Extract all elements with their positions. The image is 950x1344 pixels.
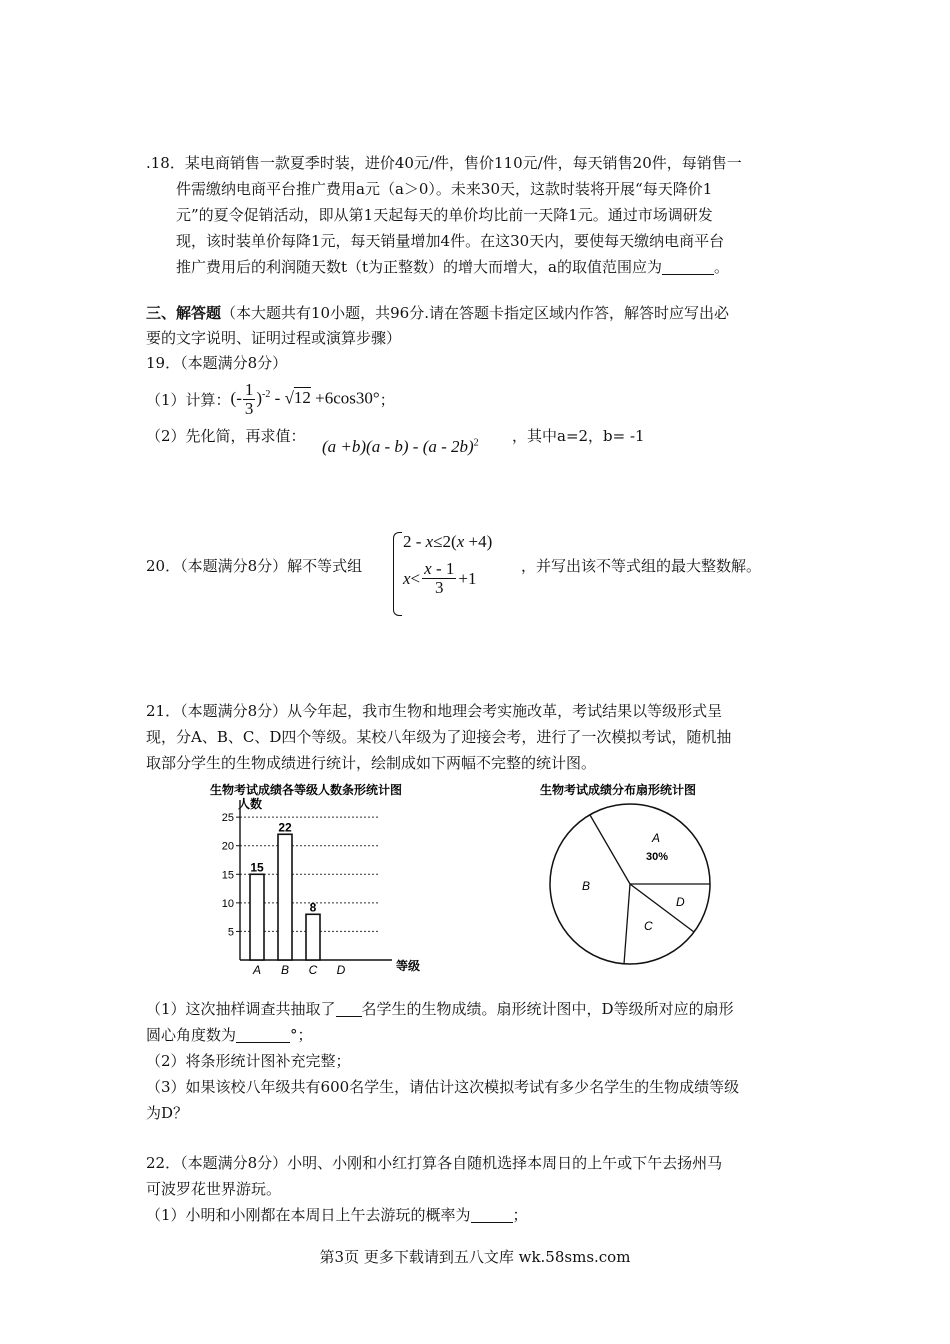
- bar-chart-xlabel: 等级: [396, 959, 421, 973]
- q18-text-4: 现，该时装单价每降1元，每天销量增加4件。在这30天内，要使每天缴纳电商平台: [176, 232, 725, 250]
- pie-label-a: A: [652, 831, 661, 845]
- q21-s1-blank-count[interactable]: [336, 1000, 362, 1017]
- bar-c: [306, 914, 320, 960]
- page-footer: 第3页 更多下载请到五八文库 wk.58sms.com: [319, 1248, 631, 1266]
- q19-p2-expression: (a +b)(a - b) - (a - 2b)$^2$: [322, 437, 479, 456]
- bar-category-label-b: B: [280, 963, 290, 977]
- q22-s1: （1）小明和小刚都在本周日上午去游玩的概率为: [146, 1206, 471, 1224]
- bar-y-tick-label: 5: [227, 926, 234, 939]
- q18-last-line: 推广费用后的利润随天数t（t为正整数）的增大而增大，a的取值范围应为: [176, 258, 663, 276]
- bar-a: [250, 874, 264, 960]
- q20-label: 20．（本题满分8分）解不等式组: [146, 557, 363, 575]
- q21-text-1: 21．（本题满分8分）从今年起，我市生物和地理会考实施改革，考试结果以等级形式呈: [146, 702, 723, 720]
- q18-number: .18．: [146, 154, 185, 172]
- q18-text-5: [176, 254, 729, 280]
- bar-data-label-b: 22: [278, 820, 292, 835]
- q19-p1-label: （1）计算：: [146, 390, 231, 409]
- q20-tail: ，并写出该不等式组的最大整数解。: [521, 557, 762, 575]
- q21-s1-c: 圆心角度数为: [146, 1026, 237, 1044]
- section3-title: 三、解答题: [146, 304, 222, 322]
- q20-ineq-1: 2 - x≤2(x +4): [403, 532, 493, 551]
- q19-p1-expression: (- $\frac{1}{3}$ )$^{-2}$ - √12 +6cos30°: [230, 379, 380, 418]
- q21-s3-a: （3）如果该校八年级共有600名学生，请估计这次模拟考试有多少名学生的生物成绩等级: [146, 1078, 740, 1096]
- q22-text-1: 22．（本题满分8分）小明、小刚和小红打算各自随机选择本周日的上午或下午去扬州马: [146, 1154, 723, 1172]
- bar-chart-title: 生物考试成绩各等级人数条形统计图: [210, 783, 403, 797]
- q21-text-3: 取部分学生的生物成绩进行统计，绘制成如下两幅不完整的统计图。: [146, 754, 597, 772]
- q18-answer-blank[interactable]: [662, 258, 714, 275]
- q21-s1-b: 名学生的生物成绩。扇形统计图中，D等级所对应的扇形: [361, 1000, 734, 1018]
- bar-chart: [202, 778, 462, 978]
- q18-end: 。: [714, 258, 730, 276]
- q19-p2-label: （2）先化简，再求值：: [146, 427, 306, 445]
- bar-chart-ylabel: 人数: [238, 797, 263, 811]
- q20-brace: [393, 532, 402, 616]
- section3-desc-2: 要的文字说明、证明过程或演算步骤）: [146, 329, 402, 347]
- q18-text-3: 元”的夏令促销活动，即从第1天起每天的单价均比前一天降1元。通过市场调研发: [176, 206, 713, 224]
- pie-label-c: C: [644, 919, 653, 933]
- bar-y-tick-label: 20: [221, 840, 234, 853]
- pie-percent-a: 30%: [646, 851, 669, 863]
- bar-y-tick-label: 15: [221, 869, 234, 882]
- q21-s1-blank-angle[interactable]: [236, 1026, 290, 1043]
- bar-b: [278, 834, 292, 960]
- bar-data-label-c: 8: [309, 900, 317, 915]
- q18-text-1: 某电商销售一款夏季时装，进价40元/件，售价110元/件，每天销售20件，每销售一: [184, 154, 742, 172]
- q18-text-2: 件需缴纳电商平台推广费用a元（a＞0）。未来30天，这款时装将开展“每天降价1: [176, 180, 713, 198]
- q21-s1-a: （1）这次抽样调查共抽取了: [146, 1000, 336, 1018]
- q22-text-2: 可波罗花世界游玩。: [146, 1180, 282, 1198]
- q18-line-1: [146, 150, 742, 176]
- q21-s2: （2）将条形统计图补充完整；: [146, 1052, 351, 1070]
- bar-category-label-d: D: [336, 963, 346, 977]
- q21-text-2: 现，分A、B、C、D四个等级。某校八年级为了迎接会考，进行了一次模拟考试，随机抽: [146, 728, 732, 746]
- q22-s1-line: [146, 1202, 528, 1228]
- section3-desc-1: （本大题共有10小题，共96分.请在答题卡指定区域内作答，解答时应写出必: [221, 304, 729, 322]
- bar-category-label-a: A: [252, 963, 262, 977]
- bar-data-label-a: 15: [250, 860, 264, 875]
- bar-category-label-c: C: [308, 963, 318, 977]
- q19-part1: [146, 377, 395, 421]
- q22-s1-end: ；: [512, 1206, 528, 1224]
- q19-header: 19．（本题满分8分）: [146, 354, 288, 372]
- bar-y-tick-label: 25: [221, 812, 234, 825]
- pie-chart: [532, 778, 732, 978]
- section3-line-1: [146, 300, 729, 326]
- q21-s3-b: 为D？: [146, 1104, 189, 1122]
- pie-slice-c-b-boundary: [624, 884, 630, 964]
- bar-y-tick-label: 10: [221, 897, 234, 910]
- q19-p2-condition: ，其中a=2，b= -1: [512, 427, 645, 445]
- pie-slice-a-b-boundary: [590, 815, 630, 884]
- q19-p1-end: ；: [379, 390, 395, 409]
- pie-label-b: B: [582, 879, 591, 893]
- pie-label-d: D: [676, 895, 685, 909]
- pie-chart-title: 生物考试成绩分布扇形统计图: [540, 783, 697, 797]
- q21-s1-line-2: [146, 1022, 313, 1048]
- q21-s1-line: [146, 996, 734, 1022]
- q22-s1-blank[interactable]: [471, 1206, 513, 1223]
- q21-s1-d: °；: [290, 1026, 313, 1044]
- q20-ineq-2: x < $\frac{x - 1}{3}$ +1: [403, 559, 477, 597]
